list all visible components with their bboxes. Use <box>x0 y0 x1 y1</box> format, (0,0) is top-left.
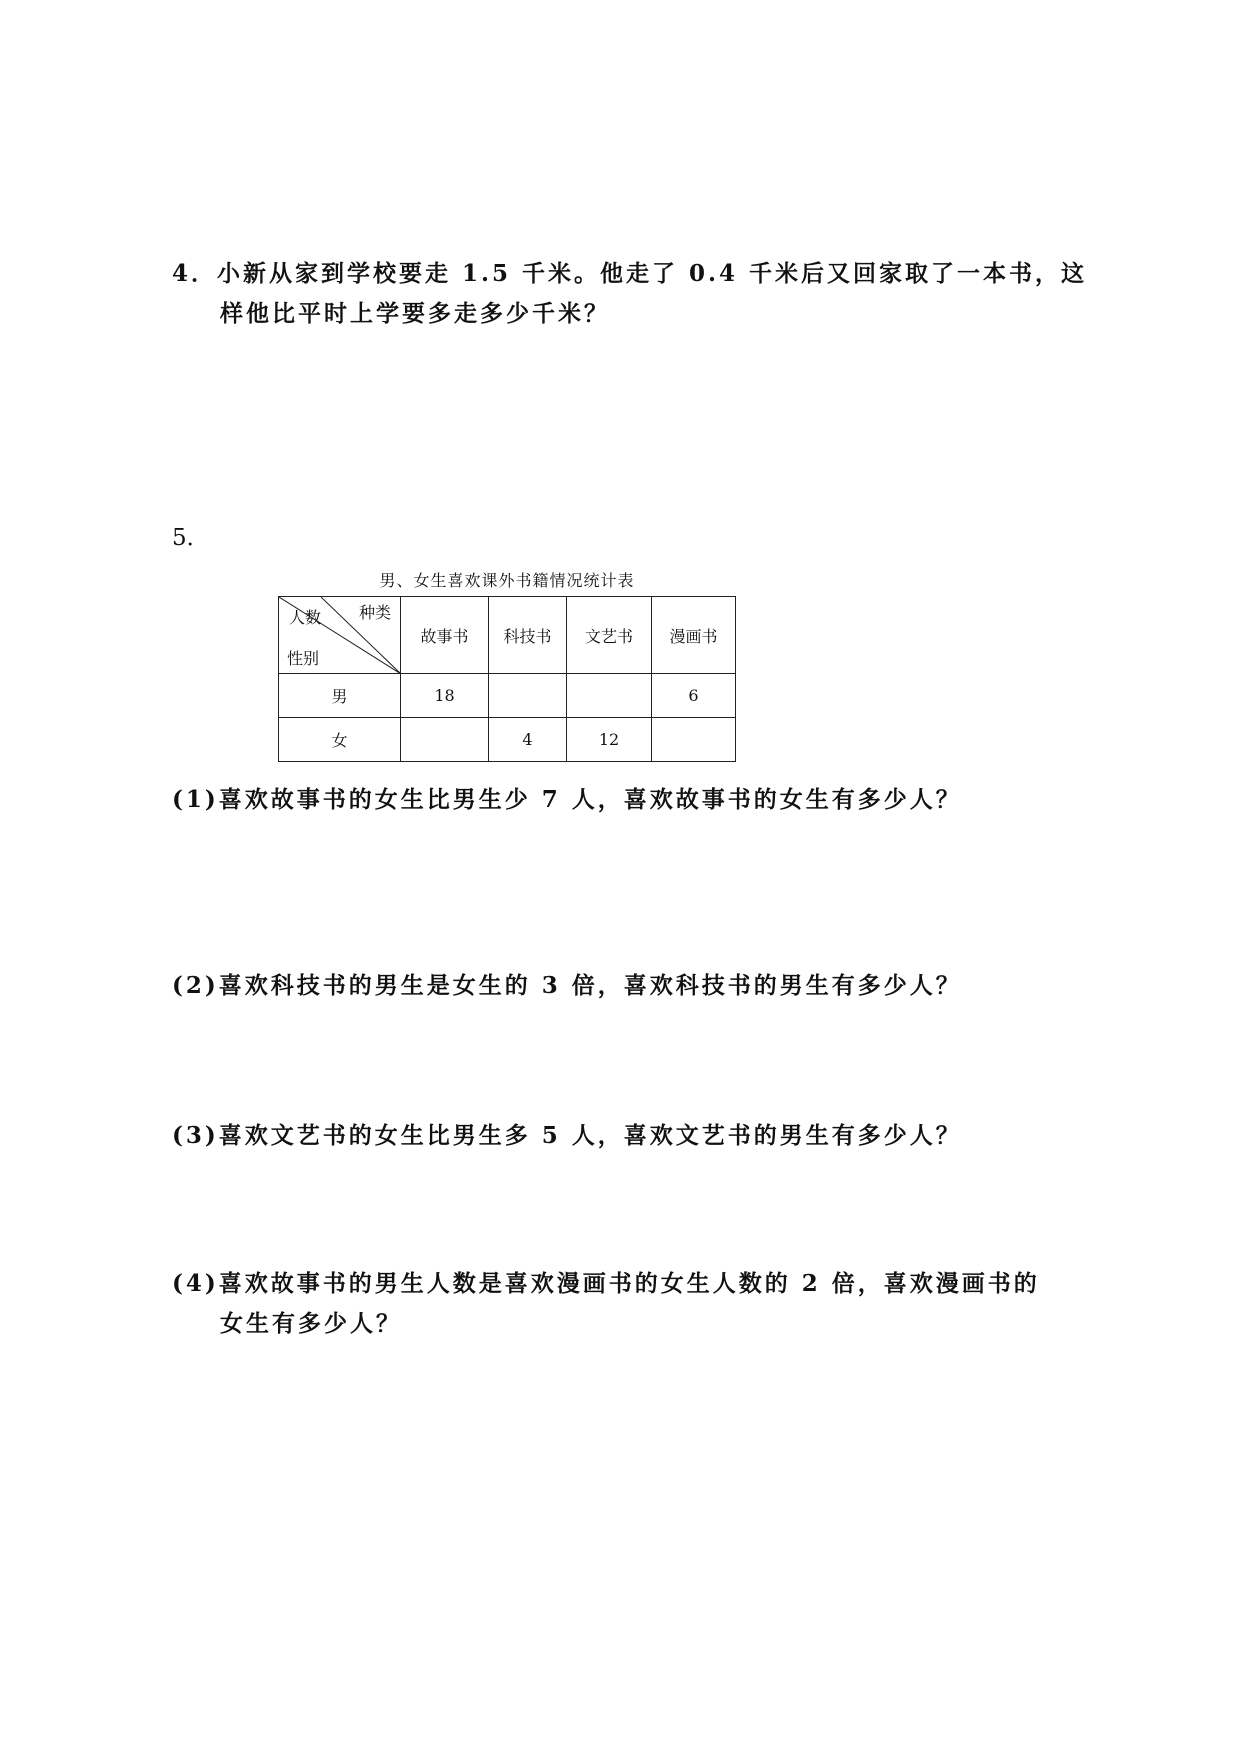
table-cell: 6 <box>652 674 736 718</box>
question-5-sub4-line2: 女生有多少人？ <box>220 1310 402 1337</box>
column-header: 文艺书 <box>567 597 652 674</box>
column-header: 漫画书 <box>652 597 736 674</box>
corner-label-count: 人数 <box>289 608 322 627</box>
question-5-sub2: (2)喜欢科技书的男生是女生的 3 倍，喜欢科技书的男生有多少人？ <box>172 972 962 999</box>
question-4-line2: 样他比平时上学要多走多少千米？ <box>220 300 610 327</box>
column-header: 科技书 <box>489 597 567 674</box>
table-cell <box>567 674 652 718</box>
corner-label-type: 种类 <box>359 603 392 622</box>
table-cell <box>489 674 567 718</box>
table-cell: 18 <box>401 674 489 718</box>
row-label: 男 <box>279 674 401 718</box>
table-row <box>279 674 736 718</box>
question-4-line1: 4．小新从家到学校要走 1.5 千米。他走了 0.4 千米后又回家取了一本书，这 <box>172 260 1088 287</box>
question-5-sub1: (1)喜欢故事书的女生比男生少 7 人，喜欢故事书的女生有多少人？ <box>172 786 962 813</box>
corner-label-gender: 性别 <box>287 649 320 668</box>
table-corner-cell <box>279 597 401 674</box>
book-stats-table <box>278 596 736 762</box>
question-4 <box>172 254 1087 334</box>
question-5-number: 5． <box>172 525 210 551</box>
column-header: 故事书 <box>401 597 489 674</box>
table-row <box>279 718 736 762</box>
question-5-sub3: (3)喜欢文艺书的女生比男生多 5 人，喜欢文艺书的男生有多少人？ <box>172 1122 962 1149</box>
table-caption: 男、女生喜欢课外书籍情况统计表 <box>379 571 635 590</box>
table-cell <box>652 718 736 762</box>
table-cell <box>401 718 489 762</box>
question-5-sub4-line1: (4)喜欢故事书的男生人数是喜欢漫画书的女生人数的 2 倍，喜欢漫画书的 <box>172 1270 1040 1297</box>
row-label: 女 <box>279 718 401 762</box>
table-cell: 4 <box>489 718 567 762</box>
table-header-row <box>279 597 736 674</box>
table-cell: 12 <box>567 718 652 762</box>
question-5-sub4 <box>172 1264 1040 1344</box>
